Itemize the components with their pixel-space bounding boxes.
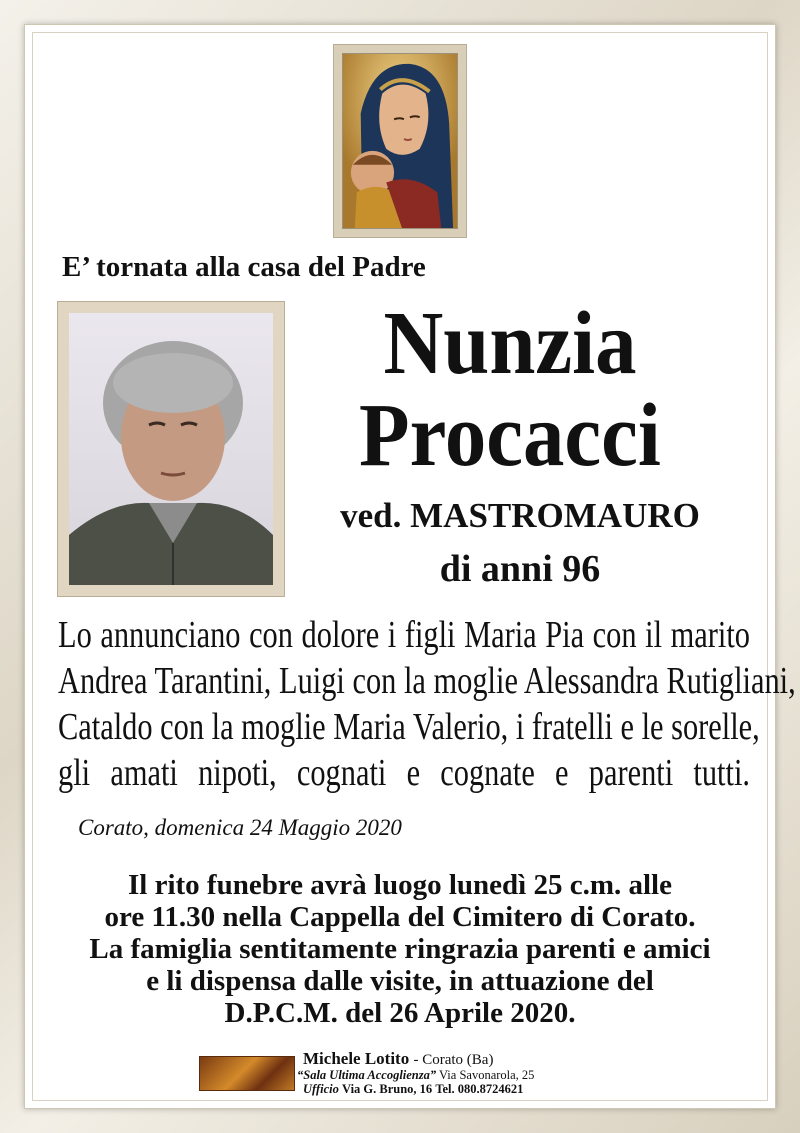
announcement-text bbox=[58, 612, 796, 796]
ceremony-line: e li dispensa dalle visite, in attuazione del bbox=[146, 965, 654, 997]
madonna-and-child-icon bbox=[342, 53, 458, 229]
returned-to-father-heading: E’ tornata alla casa del Padre bbox=[62, 251, 426, 283]
office-address: Via G. Bruno, 16 bbox=[342, 1082, 433, 1096]
ceremony-text bbox=[60, 869, 740, 1029]
ceremony-line: Il rito funebre avrà luogo lunedì 25 c.m. alle bbox=[127, 869, 672, 901]
office-phone: Tel. 080.8724621 bbox=[435, 1082, 524, 1096]
age: di anni 96 bbox=[439, 548, 601, 590]
hall-address: Via Savonarola, 25 bbox=[439, 1068, 535, 1082]
funeral-home-footer bbox=[199, 1051, 619, 1096]
ceremony-line: La famiglia sentitamente ringrazia parenti e amici bbox=[89, 933, 711, 965]
company-line bbox=[303, 1049, 493, 1069]
office-line bbox=[303, 1082, 523, 1097]
announcement-line: Andrea Tarantini, Luigi con la moglie Alessandra Rutigliani, bbox=[58, 660, 796, 702]
funeral-home-logo bbox=[199, 1056, 295, 1091]
announcement-line: Lo annunciano con dolore i figli Maria Pia con il marito bbox=[58, 614, 750, 656]
portrait-frame bbox=[57, 301, 285, 597]
hall-line bbox=[297, 1068, 534, 1083]
hall-name: “Sala Ultima Accoglienza” bbox=[297, 1068, 437, 1082]
announcement-line: gli amati nipoti, cognati e cognate e parenti tutti. bbox=[58, 752, 750, 794]
ceremony-line: D.P.C.M. del 26 Aprile 2020. bbox=[224, 997, 576, 1029]
announcement-line: Cataldo con la moglie Maria Valerio, i fratelli e le sorelle, bbox=[58, 706, 760, 748]
company-name: Michele Lotito bbox=[303, 1049, 410, 1068]
widow-of: ved. MASTROMAURO bbox=[340, 496, 700, 535]
company-city: - Corato (Ba) bbox=[413, 1052, 494, 1068]
office-label: Ufficio bbox=[303, 1082, 339, 1096]
ceremony-line: ore 11.30 nella Cappella del Cimitero di Corato. bbox=[104, 901, 696, 933]
madonna-icon-frame bbox=[333, 44, 467, 238]
portrait-photo bbox=[69, 313, 273, 585]
last-name: Procacci bbox=[359, 386, 661, 485]
date-place: Corato, domenica 24 Maggio 2020 bbox=[78, 815, 402, 840]
first-name: Nunzia bbox=[383, 294, 637, 393]
